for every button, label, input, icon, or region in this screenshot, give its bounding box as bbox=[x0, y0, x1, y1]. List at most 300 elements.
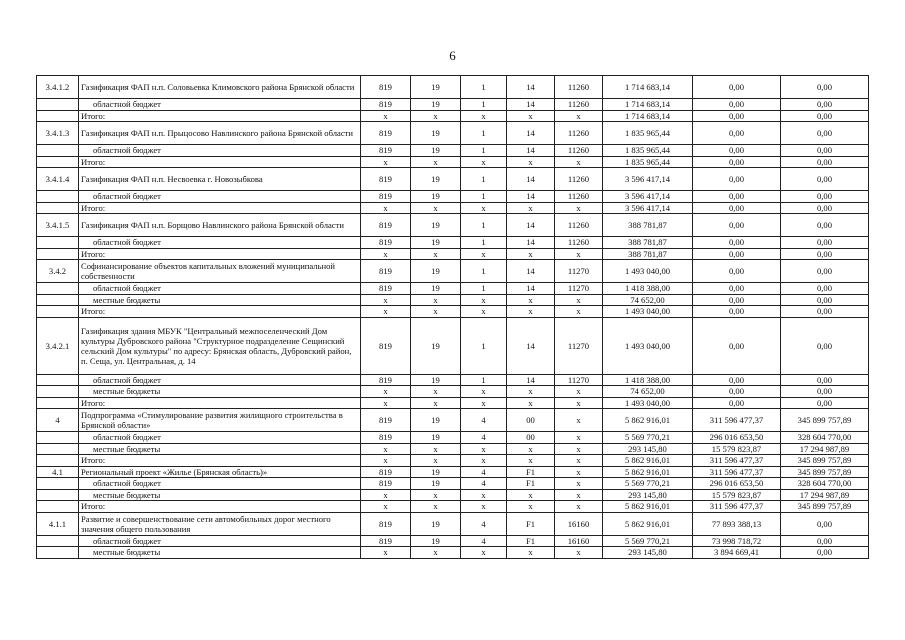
table-row bbox=[37, 397, 869, 409]
row-value-year-2: 0,00 bbox=[693, 237, 781, 249]
row-direction-code: 11260 bbox=[555, 76, 603, 99]
row-admin-code: x bbox=[361, 202, 411, 214]
row-name: областной бюджет bbox=[79, 432, 361, 444]
table-row bbox=[37, 478, 869, 490]
row-program-code: 19 bbox=[411, 99, 461, 111]
row-subprogram-code: 1 bbox=[461, 99, 507, 111]
row-code: 4.1 bbox=[37, 466, 79, 478]
row-subprogram-code: x bbox=[461, 294, 507, 306]
row-event-code: x bbox=[507, 294, 555, 306]
row-name: местные бюджеты bbox=[79, 443, 361, 455]
row-program-code: x bbox=[411, 443, 461, 455]
row-code: 3.4.1.4 bbox=[37, 168, 79, 191]
row-event-code: 14 bbox=[507, 317, 555, 374]
page-number: 6 bbox=[449, 48, 456, 63]
row-value-year-3: 17 294 987,89 bbox=[781, 443, 869, 455]
table-row bbox=[37, 191, 869, 203]
row-value-year-3: 0,00 bbox=[781, 191, 869, 203]
row-program-code: x bbox=[411, 110, 461, 122]
row-value-year-1: 3 596 417,14 bbox=[603, 202, 693, 214]
row-subprogram-code: x bbox=[461, 443, 507, 455]
row-subprogram-code: 1 bbox=[461, 145, 507, 157]
row-value-year-3: 0,00 bbox=[781, 214, 869, 237]
row-value-year-3: 0,00 bbox=[781, 374, 869, 386]
row-event-code: 14 bbox=[507, 283, 555, 295]
row-value-year-2: 296 016 653,50 bbox=[693, 432, 781, 444]
row-value-year-1: 293 145,80 bbox=[603, 489, 693, 501]
row-program-code: 19 bbox=[411, 478, 461, 490]
table-row bbox=[37, 248, 869, 260]
row-name: Итого: bbox=[79, 156, 361, 168]
row-code bbox=[37, 478, 79, 490]
row-value-year-1: 5 862 916,01 bbox=[603, 455, 693, 467]
table-row bbox=[37, 306, 869, 318]
row-admin-code: 819 bbox=[361, 466, 411, 478]
row-event-code: 14 bbox=[507, 260, 555, 283]
row-value-year-2: 0,00 bbox=[693, 76, 781, 99]
row-value-year-3: 17 294 987,89 bbox=[781, 489, 869, 501]
row-subprogram-code: x bbox=[461, 489, 507, 501]
row-code bbox=[37, 248, 79, 260]
row-value-year-3: 0,00 bbox=[781, 547, 869, 559]
row-subprogram-code: 1 bbox=[461, 76, 507, 99]
row-subprogram-code: 1 bbox=[461, 374, 507, 386]
row-name: областной бюджет bbox=[79, 99, 361, 111]
row-event-code: x bbox=[507, 156, 555, 168]
row-subprogram-code: x bbox=[461, 306, 507, 318]
row-program-code: 19 bbox=[411, 317, 461, 374]
row-direction-code: x bbox=[555, 455, 603, 467]
row-value-year-2: 0,00 bbox=[693, 294, 781, 306]
row-subprogram-code: 1 bbox=[461, 260, 507, 283]
row-name: Итого: bbox=[79, 248, 361, 260]
row-subprogram-code: x bbox=[461, 386, 507, 398]
table-row bbox=[37, 432, 869, 444]
row-value-year-1: 74 652,00 bbox=[603, 294, 693, 306]
row-event-code: x bbox=[507, 248, 555, 260]
row-admin-code: x bbox=[361, 455, 411, 467]
row-value-year-1: 1 714 683,14 bbox=[603, 99, 693, 111]
table-row bbox=[37, 260, 869, 283]
row-subprogram-code: 1 bbox=[461, 317, 507, 374]
row-event-code: x bbox=[507, 455, 555, 467]
row-program-code: 19 bbox=[411, 466, 461, 478]
row-admin-code: 819 bbox=[361, 122, 411, 145]
row-program-code: x bbox=[411, 248, 461, 260]
row-admin-code: 819 bbox=[361, 432, 411, 444]
row-value-year-1: 1 418 388,00 bbox=[603, 283, 693, 295]
row-code: 3.4.1.3 bbox=[37, 122, 79, 145]
row-name: областной бюджет bbox=[79, 374, 361, 386]
row-value-year-3: 0,00 bbox=[781, 156, 869, 168]
row-program-code: x bbox=[411, 156, 461, 168]
row-direction-code: x bbox=[555, 397, 603, 409]
row-value-year-2: 311 596 477,37 bbox=[693, 455, 781, 467]
row-direction-code: 11260 bbox=[555, 145, 603, 157]
row-program-code: 19 bbox=[411, 214, 461, 237]
row-value-year-1: 293 145,80 bbox=[603, 547, 693, 559]
row-value-year-1: 1 493 040,00 bbox=[603, 397, 693, 409]
row-event-code: F1 bbox=[507, 512, 555, 535]
row-program-code: x bbox=[411, 306, 461, 318]
row-value-year-1: 1 714 683,14 bbox=[603, 76, 693, 99]
row-subprogram-code: x bbox=[461, 248, 507, 260]
row-program-code: x bbox=[411, 294, 461, 306]
row-value-year-2: 0,00 bbox=[693, 260, 781, 283]
row-admin-code: x bbox=[361, 110, 411, 122]
row-value-year-2: 15 579 823,87 bbox=[693, 489, 781, 501]
row-code bbox=[37, 535, 79, 547]
row-name: Итого: bbox=[79, 455, 361, 467]
row-subprogram-code: 1 bbox=[461, 168, 507, 191]
row-event-code: 14 bbox=[507, 168, 555, 191]
row-direction-code: 11270 bbox=[555, 260, 603, 283]
table-row bbox=[37, 99, 869, 111]
row-event-code: 14 bbox=[507, 237, 555, 249]
row-code: 3.4.2 bbox=[37, 260, 79, 283]
row-value-year-2: 73 998 718,72 bbox=[693, 535, 781, 547]
row-event-code: x bbox=[507, 489, 555, 501]
row-name: областной бюджет bbox=[79, 535, 361, 547]
row-direction-code: x bbox=[555, 547, 603, 559]
row-admin-code: x bbox=[361, 306, 411, 318]
row-name: областной бюджет bbox=[79, 237, 361, 249]
row-value-year-3: 0,00 bbox=[781, 110, 869, 122]
row-name: местные бюджеты bbox=[79, 547, 361, 559]
row-code: 3.4.1.2 bbox=[37, 76, 79, 99]
row-value-year-3: 328 604 770,00 bbox=[781, 478, 869, 490]
row-value-year-2: 0,00 bbox=[693, 156, 781, 168]
row-admin-code: x bbox=[361, 397, 411, 409]
row-direction-code: x bbox=[555, 409, 603, 432]
row-value-year-1: 1 714 683,14 bbox=[603, 110, 693, 122]
table-row bbox=[37, 512, 869, 535]
row-value-year-2: 0,00 bbox=[693, 386, 781, 398]
row-value-year-3: 0,00 bbox=[781, 202, 869, 214]
row-subprogram-code: 1 bbox=[461, 283, 507, 295]
row-code bbox=[37, 237, 79, 249]
row-value-year-1: 388 781,87 bbox=[603, 248, 693, 260]
table-row bbox=[37, 466, 869, 478]
row-value-year-3: 328 604 770,00 bbox=[781, 432, 869, 444]
row-event-code: 14 bbox=[507, 122, 555, 145]
row-program-code: 19 bbox=[411, 76, 461, 99]
row-event-code: x bbox=[507, 110, 555, 122]
row-program-code: x bbox=[411, 202, 461, 214]
row-admin-code: 819 bbox=[361, 260, 411, 283]
table-row bbox=[37, 110, 869, 122]
row-program-code: 19 bbox=[411, 260, 461, 283]
row-program-code: 19 bbox=[411, 535, 461, 547]
row-admin-code: 819 bbox=[361, 214, 411, 237]
row-code bbox=[37, 501, 79, 513]
row-direction-code: 11260 bbox=[555, 191, 603, 203]
row-direction-code: 11260 bbox=[555, 122, 603, 145]
row-admin-code: x bbox=[361, 547, 411, 559]
table-row bbox=[37, 489, 869, 501]
row-admin-code: x bbox=[361, 294, 411, 306]
table-row bbox=[37, 168, 869, 191]
row-admin-code: 819 bbox=[361, 512, 411, 535]
row-value-year-2: 311 596 477,37 bbox=[693, 466, 781, 478]
row-code bbox=[37, 191, 79, 203]
row-code: 3.4.1.5 bbox=[37, 214, 79, 237]
table-row bbox=[37, 214, 869, 237]
row-code: 3.4.2.1 bbox=[37, 317, 79, 374]
row-value-year-1: 1 493 040,00 bbox=[603, 306, 693, 318]
row-event-code: 14 bbox=[507, 76, 555, 99]
row-admin-code: x bbox=[361, 443, 411, 455]
row-name: Региональный проект «Жилье (Брянская область)» bbox=[79, 466, 361, 478]
row-program-code: 19 bbox=[411, 237, 461, 249]
row-value-year-2: 0,00 bbox=[693, 248, 781, 260]
row-subprogram-code: 4 bbox=[461, 478, 507, 490]
row-value-year-2: 0,00 bbox=[693, 317, 781, 374]
row-value-year-2: 15 579 823,87 bbox=[693, 443, 781, 455]
row-subprogram-code: x bbox=[461, 397, 507, 409]
row-subprogram-code: x bbox=[461, 547, 507, 559]
row-value-year-1: 1 493 040,00 bbox=[603, 260, 693, 283]
row-direction-code: x bbox=[555, 306, 603, 318]
row-name: Газификация ФАП н.п. Прыцосово Навлинского района Брянской области bbox=[79, 122, 361, 145]
row-code bbox=[37, 455, 79, 467]
table-body bbox=[37, 76, 869, 559]
row-admin-code: x bbox=[361, 248, 411, 260]
row-code bbox=[37, 547, 79, 559]
row-value-year-1: 3 596 417,14 bbox=[603, 168, 693, 191]
table-row bbox=[37, 283, 869, 295]
row-direction-code: 16160 bbox=[555, 535, 603, 547]
row-program-code: 19 bbox=[411, 283, 461, 295]
row-direction-code: 11270 bbox=[555, 317, 603, 374]
row-event-code: x bbox=[507, 547, 555, 559]
row-subprogram-code: 4 bbox=[461, 535, 507, 547]
row-admin-code: 819 bbox=[361, 374, 411, 386]
row-value-year-3: 0,00 bbox=[781, 237, 869, 249]
table-row bbox=[37, 386, 869, 398]
row-value-year-2: 0,00 bbox=[693, 191, 781, 203]
row-program-code: x bbox=[411, 501, 461, 513]
row-value-year-1: 293 145,80 bbox=[603, 443, 693, 455]
row-admin-code: 819 bbox=[361, 535, 411, 547]
row-value-year-2: 0,00 bbox=[693, 214, 781, 237]
row-code bbox=[37, 397, 79, 409]
row-value-year-2: 311 596 477,37 bbox=[693, 409, 781, 432]
row-value-year-1: 1 835 965,44 bbox=[603, 122, 693, 145]
row-code: 4.1.1 bbox=[37, 512, 79, 535]
row-program-code: 19 bbox=[411, 512, 461, 535]
row-name: Итого: bbox=[79, 306, 361, 318]
row-code bbox=[37, 294, 79, 306]
row-subprogram-code: 1 bbox=[461, 237, 507, 249]
table-row bbox=[37, 547, 869, 559]
row-value-year-2: 296 016 653,50 bbox=[693, 478, 781, 490]
row-event-code: 00 bbox=[507, 432, 555, 444]
row-value-year-3: 345 899 757,89 bbox=[781, 501, 869, 513]
row-code bbox=[37, 432, 79, 444]
row-admin-code: x bbox=[361, 501, 411, 513]
row-program-code: x bbox=[411, 489, 461, 501]
row-direction-code: 11260 bbox=[555, 237, 603, 249]
row-value-year-2: 0,00 bbox=[693, 374, 781, 386]
row-admin-code: 819 bbox=[361, 99, 411, 111]
row-value-year-2: 0,00 bbox=[693, 202, 781, 214]
table-row bbox=[37, 374, 869, 386]
row-value-year-3: 0,00 bbox=[781, 386, 869, 398]
row-program-code: 19 bbox=[411, 191, 461, 203]
row-direction-code: 11260 bbox=[555, 214, 603, 237]
row-value-year-1: 5 862 916,01 bbox=[603, 512, 693, 535]
row-admin-code: 819 bbox=[361, 191, 411, 203]
row-value-year-3: 345 899 757,89 bbox=[781, 409, 869, 432]
row-code bbox=[37, 145, 79, 157]
row-admin-code: x bbox=[361, 156, 411, 168]
row-name: Газификация ФАП н.п. Несвоевка г. Новозыбкова bbox=[79, 168, 361, 191]
row-direction-code: x bbox=[555, 432, 603, 444]
row-direction-code: 11270 bbox=[555, 374, 603, 386]
row-program-code: 19 bbox=[411, 374, 461, 386]
row-event-code: x bbox=[507, 386, 555, 398]
table-row bbox=[37, 237, 869, 249]
row-event-code: F1 bbox=[507, 535, 555, 547]
table-row bbox=[37, 501, 869, 513]
row-direction-code: x bbox=[555, 294, 603, 306]
row-subprogram-code: 1 bbox=[461, 191, 507, 203]
row-code: 4 bbox=[37, 409, 79, 432]
table-row bbox=[37, 317, 869, 374]
row-subprogram-code: 4 bbox=[461, 512, 507, 535]
row-code bbox=[37, 110, 79, 122]
row-admin-code: x bbox=[361, 386, 411, 398]
row-direction-code: x bbox=[555, 466, 603, 478]
row-value-year-3: 0,00 bbox=[781, 283, 869, 295]
row-direction-code: x bbox=[555, 478, 603, 490]
row-direction-code: x bbox=[555, 443, 603, 455]
row-name: Газификация ФАП н.п. Борщово Навлинского района Брянской области bbox=[79, 214, 361, 237]
row-value-year-2: 0,00 bbox=[693, 99, 781, 111]
row-event-code: F1 bbox=[507, 478, 555, 490]
table-row bbox=[37, 145, 869, 157]
row-code bbox=[37, 283, 79, 295]
row-name: областной бюджет bbox=[79, 191, 361, 203]
row-name: Итого: bbox=[79, 501, 361, 513]
row-program-code: 19 bbox=[411, 122, 461, 145]
row-value-year-2: 77 893 388,13 bbox=[693, 512, 781, 535]
row-code bbox=[37, 202, 79, 214]
row-admin-code: x bbox=[361, 489, 411, 501]
row-value-year-2: 0,00 bbox=[693, 110, 781, 122]
row-value-year-3: 0,00 bbox=[781, 145, 869, 157]
row-event-code: 14 bbox=[507, 99, 555, 111]
row-subprogram-code: 1 bbox=[461, 122, 507, 145]
row-name: Подпрограмма «Стимулирование развития жилищного строительства в Брянской области» bbox=[79, 409, 361, 432]
table-row bbox=[37, 455, 869, 467]
row-admin-code: 819 bbox=[361, 317, 411, 374]
budget-table bbox=[36, 75, 869, 559]
row-event-code: x bbox=[507, 501, 555, 513]
row-value-year-2: 0,00 bbox=[693, 122, 781, 145]
row-value-year-1: 5 569 770,21 bbox=[603, 535, 693, 547]
row-program-code: 19 bbox=[411, 409, 461, 432]
row-program-code: x bbox=[411, 455, 461, 467]
row-value-year-2: 0,00 bbox=[693, 145, 781, 157]
row-subprogram-code: 4 bbox=[461, 466, 507, 478]
table-row bbox=[37, 156, 869, 168]
table-row bbox=[37, 294, 869, 306]
row-subprogram-code: 4 bbox=[461, 409, 507, 432]
row-value-year-3: 0,00 bbox=[781, 99, 869, 111]
row-value-year-1: 74 652,00 bbox=[603, 386, 693, 398]
table-row bbox=[37, 202, 869, 214]
row-value-year-1: 5 862 916,01 bbox=[603, 501, 693, 513]
row-program-code: x bbox=[411, 386, 461, 398]
row-subprogram-code: 1 bbox=[461, 214, 507, 237]
row-admin-code: 819 bbox=[361, 145, 411, 157]
table-row bbox=[37, 76, 869, 99]
row-value-year-1: 5 862 916,01 bbox=[603, 409, 693, 432]
row-name: местные бюджеты bbox=[79, 489, 361, 501]
row-event-code: 14 bbox=[507, 145, 555, 157]
row-name: местные бюджеты bbox=[79, 386, 361, 398]
row-subprogram-code: x bbox=[461, 501, 507, 513]
row-value-year-3: 0,00 bbox=[781, 168, 869, 191]
row-admin-code: 819 bbox=[361, 409, 411, 432]
row-direction-code: x bbox=[555, 156, 603, 168]
row-direction-code: 16160 bbox=[555, 512, 603, 535]
row-event-code: 14 bbox=[507, 374, 555, 386]
row-value-year-3: 0,00 bbox=[781, 317, 869, 374]
row-event-code: x bbox=[507, 306, 555, 318]
row-name: областной бюджет bbox=[79, 478, 361, 490]
row-direction-code: x bbox=[555, 489, 603, 501]
row-subprogram-code: x bbox=[461, 455, 507, 467]
row-value-year-3: 0,00 bbox=[781, 260, 869, 283]
row-code bbox=[37, 374, 79, 386]
row-name: Газификация ФАП н.п. Соловьевка Климовского района Брянской области bbox=[79, 76, 361, 99]
row-subprogram-code: 4 bbox=[461, 432, 507, 444]
row-value-year-3: 0,00 bbox=[781, 397, 869, 409]
row-value-year-2: 0,00 bbox=[693, 168, 781, 191]
row-name: Развитие и совершенствование сети автомобильных дорог местного значения общего пользования bbox=[79, 512, 361, 535]
row-value-year-3: 0,00 bbox=[781, 306, 869, 318]
row-event-code: 14 bbox=[507, 214, 555, 237]
row-value-year-1: 1 493 040,00 bbox=[603, 317, 693, 374]
row-subprogram-code: x bbox=[461, 156, 507, 168]
row-value-year-2: 0,00 bbox=[693, 306, 781, 318]
table-row bbox=[37, 443, 869, 455]
row-direction-code: x bbox=[555, 202, 603, 214]
row-code bbox=[37, 306, 79, 318]
row-value-year-1: 5 862 916,01 bbox=[603, 466, 693, 478]
row-name: Итого: bbox=[79, 202, 361, 214]
row-admin-code: 819 bbox=[361, 237, 411, 249]
row-value-year-2: 0,00 bbox=[693, 397, 781, 409]
row-name: Газификация здания МБУК "Центральный межпоселенческий Дом культуры Дубровского района "Структурное подразделение Сещинский сельский Дом культуры" по адресу: Брянская область, Дубровский район, п. Сеща, ул. Центральная, д. 14 bbox=[79, 317, 361, 374]
row-name: Итого: bbox=[79, 397, 361, 409]
row-value-year-3: 345 899 757,89 bbox=[781, 466, 869, 478]
row-value-year-3: 0,00 bbox=[781, 512, 869, 535]
row-name: областной бюджет bbox=[79, 283, 361, 295]
row-value-year-1: 1 418 388,00 bbox=[603, 374, 693, 386]
row-direction-code: x bbox=[555, 110, 603, 122]
table-row bbox=[37, 409, 869, 432]
row-admin-code: 819 bbox=[361, 283, 411, 295]
row-event-code: 00 bbox=[507, 409, 555, 432]
row-admin-code: 819 bbox=[361, 76, 411, 99]
row-event-code: x bbox=[507, 202, 555, 214]
row-value-year-3: 345 899 757,89 bbox=[781, 455, 869, 467]
row-direction-code: x bbox=[555, 248, 603, 260]
